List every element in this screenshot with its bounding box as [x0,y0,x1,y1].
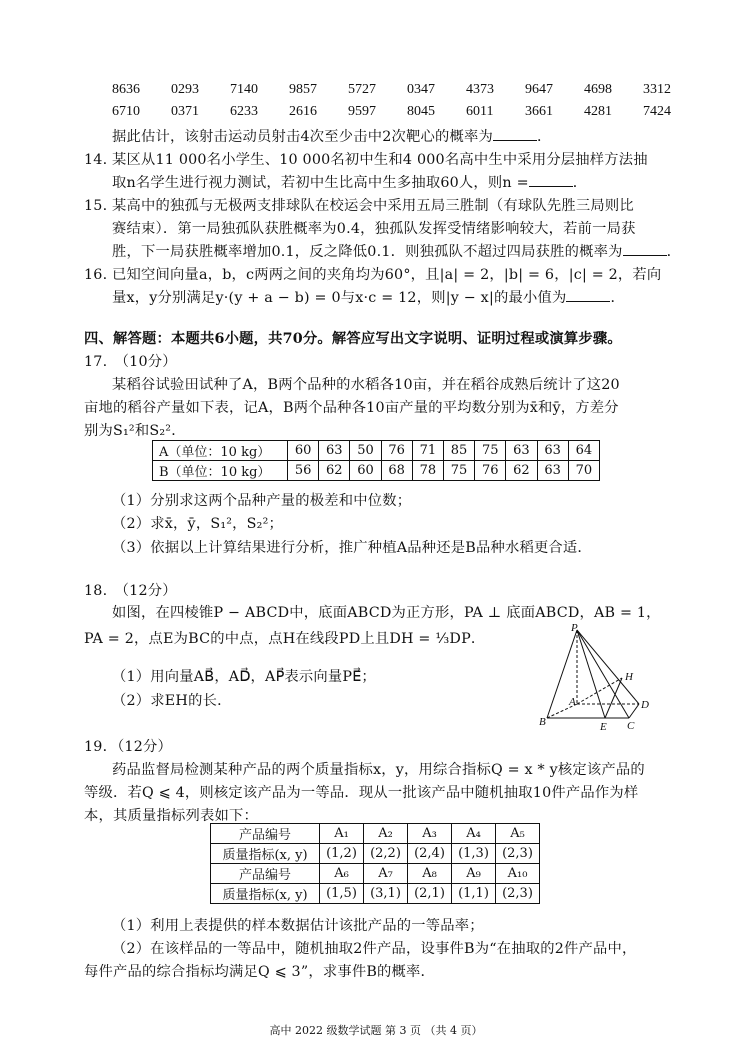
pyramid-figure [535,622,660,732]
edge-pd [577,630,639,704]
q19-sub-1: （1）利用上表提供的样本数据估计该批产品的一等品率； [112,918,484,934]
answer-blank [493,128,537,141]
table-row: 产品编号 A₆ A₇ A₈ A₉ A₁₀ [211,864,540,884]
q17-sub-1: （1）分别求这两个品种产量的极差和中位数； [112,493,412,509]
q19-sub-2-line-2: 每件产品的综合指标均满足Q ⩽ 3”，求事件B的概率． [84,964,436,980]
segment-eh [605,678,622,718]
q17-line-2: 亩地的稻谷产量如下表，记A，B两个品种各10亩产量的平均数分别为x̄和ȳ，方差分 [84,400,619,416]
q19-line-1: 药品监督局检测某种产品的两个质量指标x，y，用综合指标Q = x * y核定该产品的 [112,762,645,778]
table-row: 质量指标(x, y) (1,5) (3,1) (2,1) (1,1) (2,3) [211,884,540,904]
answer-blank [566,289,610,302]
edge-pc [577,630,629,718]
q18-line-1: 如图，在四棱锥P − ABCD中，底面ABCD为正方形，PA ⊥ 底面ABCD，AB = 1， [112,605,661,621]
q17-yield-table [152,440,600,481]
page-footer: 高中 2022 级数学试题 第 3 页 （共 4 页） [269,1024,483,1037]
q13-tail: 据此估计，该射击运动员射击4次至少击中2次靶心的概率为 ． [112,129,552,145]
random-number-row-2: 6710 0371 6233 2616 9597 8045 6011 3661 4281 7424 [112,104,671,119]
label-c: C [627,720,635,732]
q14-line-1: 14. 某区从11 000名小学生、10 000名初中生和4 000名高中生中采用分层抽样方法抽 [84,152,648,168]
q17-sub-3: （3）依据以上计算结果进行分析，推广种植A品种还是B品种水稻更合适． [112,540,592,556]
answer-blank [529,174,573,187]
q16-line-2: 量x，y分别满足y·(y + a − b) = 0与x·c = 12，则|y − x|的最小值为 ． [112,290,625,306]
label-e: E [600,721,607,732]
edge-cd [629,704,639,718]
q18-line-2: PA = 2，点E为BC的中点，点H在线段PD上且DH = ⅓DP． [84,631,486,647]
label-d: D [641,699,649,711]
label-p: P [571,622,578,634]
q15-line-3: 胜，下一局获胜概率增加0.1，反之降低0.1．则独孤队不超过四局获胜的概率为 ． [112,244,682,260]
q17-line-3: 别为S₁²和S₂²． [84,423,186,439]
q18-sub-2: （2）求EH的长． [112,693,232,709]
table-row: A（单位：10 kg） 60 63 50 76 71 85 75 63 63 64 [153,441,600,461]
q18-header: 18. （12分） [84,583,177,599]
edge-pe [577,630,605,718]
table-row: 质量指标(x, y) (1,2) (2,2) (2,4) (1,3) (2,3) [211,844,540,864]
q19-line-2: 等级．若Q ⩽ 4，则核定该产品为一等品．现从一批该产品中随机抽取10件产品作为样 [84,785,639,801]
table-row: 产品编号 A₁ A₂ A₃ A₄ A₅ [211,824,540,844]
q15-line-1: 15. 某高中的独孤与无极两支排球队在校运会中采用五局三胜制（有球队先胜三局则比 [84,198,634,214]
label-a: A [569,696,576,708]
q16-line-1: 16. 已知空间向量a，b，c两两之间的夹角均为60°，且|a| = 2，|b| = 6，|c| = 2，若向 [84,267,662,283]
q14-line-2: 取n名学生进行视力测试，若初中生比高中生多抽取60人，则n = ． [112,175,588,191]
answer-blank [623,243,667,256]
q19-sub-2-line-1: （2）在该样品的一等品中，随机抽取2件产品，设事件B为“在抽取的2件产品中， [112,941,637,957]
q15-line-2: 赛结束）．第一局独孤队获胜概率为0.4，独孤队发挥受情绪影响较大，若前一局获 [112,221,636,237]
q17-line-1: 某稻谷试验田试种了A，B两个品种的水稻各10亩，并在稻谷成熟后统计了这20 [112,377,620,393]
q19-quality-table [210,823,540,904]
q17-header: 17. （10分） [84,354,177,370]
label-b: B [539,716,546,728]
label-h: H [625,671,633,683]
random-number-row-1: 8636 0293 7140 9857 5727 0347 4373 9647 4698 3312 [112,82,671,97]
q19-line-3: 本，其质量指标列表如下： [84,808,258,824]
section-heading: 四、解答题：本题共6小题，共70分。解答应写出文字说明、证明过程或演算步骤。 [84,331,622,347]
q19-header: 19．（12分） [84,739,173,755]
table-row: B（单位：10 kg） 56 62 60 68 78 75 76 62 63 70 [153,461,600,481]
q18-sub-1: （1）用向量AB⃗，AD⃗，AP⃗表示向量PE⃗； [112,669,376,685]
q17-sub-2: （2）求x̄，ȳ，S₁²，S₂²； [112,516,284,532]
